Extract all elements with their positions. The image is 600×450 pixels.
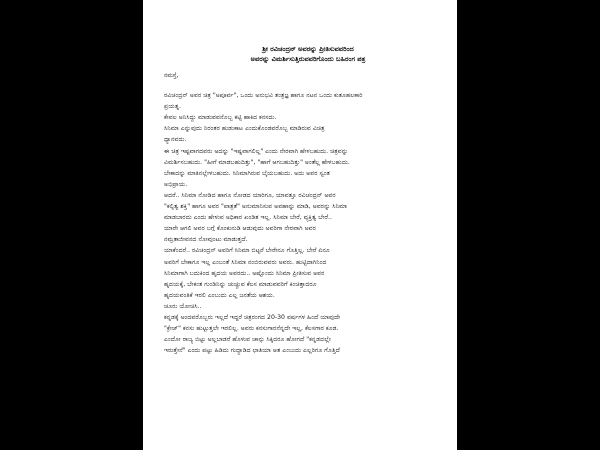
text-line: ಪ್ರಯತ್ನ. xyxy=(164,103,181,111)
heading-line-1: ಶ್ರೀ ರವಿಚಂದ್ರನ್ ಅವರನ್ನು ಪ್ರೀತಿಸುವವರಿಂದ xyxy=(262,45,354,53)
text-line: ಯಾಕೆಂದರೆ.. ರವಿಚಂದ್ರನ್ ಅವರಿಗೆ ಸಿನಿಮಾ ಬಿಟ್ಟರೆ ಬೇರೇನೂ ಗೊತ್ತಿಲ್ಲ. ಬೇರೆ ಏನೂ xyxy=(164,247,330,255)
salutation: ನಮಸ್ತೆ, xyxy=(164,73,179,79)
text-line: ಹೃದಯವಂತಿಕೆ ಇರಲಿ ಎಂಬುದು ಎಲ್ಲ ಜನತೆಯ ಆಶಯ. xyxy=(164,291,275,299)
text-line: ಮಾಡಬಾರದು ಎಂದು ಹೇಳುವ ಅಧಿಕಾರ ಖಂಡಿತ ಇಲ್ಲ. ಸಿನಿಮಾ ಬೇರೆ, ವ್ಯಕ್ತಿತ್ವ ಬೇರೆ.. xyxy=(164,214,333,222)
text-line: ಯಾರೇ ಆಗಲಿ ಅವರ ಬಗ್ಗೆ ಕೊಂಕುನುಡಿ ಆಡುವುದು ಅವರಿಗಾ ನೇರವಾಗಿ ಅವರ xyxy=(164,225,316,233)
text-line: ಸಿನಿಮಾ ಎನ್ನುವುದು ನಿರಂತರ ಹುಡುಕಾಟ ಎಂದುಕೊಂಡವರೊಬ್ಬ ಮಾಡಿರುವ ವಿಚಿತ್ರ xyxy=(164,125,325,133)
text-line: ಕೇವಲ ಅನಿಸಿದ್ದು ಮಾಡುವವನೊಬ್ಬ ಕಟ್ಟಿ ಹಾಕಿದ ಕನಸದು. xyxy=(164,114,277,122)
text-line: ಅಭಿಪ್ರಾಯ. xyxy=(164,180,188,188)
text-line: ಧ್ಯಾನವದು. xyxy=(164,136,187,144)
text-line: ಅವರಿಗೆ ಬೇಕಾಗೂ ಇಲ್ಲ ಎಂಬಂತೆ ಸಿನಿಮಾ ನಂಬಿರುವವರು ಅವರು. ಹುಟ್ಟಿದಾಗಿನಿಂದ xyxy=(164,258,327,266)
letter-heading xyxy=(172,44,444,64)
text-line: ನಮ್ರತಾಜೀವನದ ನೋವುಂಟು ಮಾಡುತ್ತದೆ. xyxy=(164,236,248,244)
heading-line-2: ಅವರನ್ನು ವಿಮರ್ಶಿಸುತ್ತಿರುವವರಿಗೊಂದು ಬಹಿರಂಗ ಪತ್ರ xyxy=(250,55,366,63)
text-line: ಬೇಕಾದನ್ನು ಮಾತಿನಲ್ಲೇಳಬಹುದು. ಸಿನಿಮಾಗಿರುವ ಬೈಯಬಹುದು. ಅದು ಅವರ ಸ್ವಂತ xyxy=(164,169,330,177)
letter-paragraphs xyxy=(164,90,444,356)
text-line: ಇರುತ್ತೇನೆ" ಎಂದು ಪಟ್ಟು ಹಿಡಿದು ಗುದ್ದಾಡಿದ ಛಾತಿಯಾ ಆತ ಎಂಬುದು ಎಲ್ಲರಿಗೂ ಗೊತ್ತಿದೆ xyxy=(164,347,340,355)
text-line: ಚೂರು ಯೋಚಿಸಿ.. xyxy=(164,302,202,310)
letter-body xyxy=(164,44,444,356)
text-line: ಸಿನಿಮಾಗಾಗಿ ಬದುಕಿಂದ ಹೃದಯ ಅವರದು.. ಅಷ್ಟೊಂದು ಸಿನಿಮಾ ಪ್ರೀತಿಸುವ ಅವರ xyxy=(164,269,325,277)
text-line: ವಿಮರ್ಶಿಸಬಹುದು. "ಹೀಗೆ ಮಾಡಬಹುದಿತ್ತು", "ಹಾಗೆ ಆಗಬಹುದಿತ್ತು" ಅಂತೆಲ್ಲ ಹೇಳಬಹುದು. xyxy=(164,158,350,166)
text-line: "ಕಲ್ಪಿತ್ವ ಶಕ್ತಿ" ಹಾಗೂ ಅವರ "ಪಾತ್ರತೆ" ಅನುಮಾನಿಸುವ ಅವಹಾನ್ನು ಮಾಡಿ, ಅವರನ್ನು ಸಿನಿಮಾ xyxy=(164,203,348,211)
text-line: "ಕ್ರೇಜ್" ಕನಸು ಹುಟ್ಟುತ್ತಲೇ ಇರಲಿಲ್ಲ. ಅವರು ಕನಸುಗಾರನೆನ್ನದೇ ಇಲ್ಲ, ಕೆಲಸಗಾರ ಕೂಡ. xyxy=(164,325,339,333)
text-line: ರವಿಚಂದ್ರನ್ ಅವರ ಚಿತ್ರ "ಅಪೂರ್ವ", ಒಂದು ಅನುಭವಿ ತಂತ್ರಜ್ಞ ಹಾಗೂ ನಟನ ಒಂದು ಕುತೂಹಲಕಾರಿ xyxy=(164,92,363,100)
text-line: ಈ ಚಿತ್ರ ಇಷ್ಟವಾಗದವರು ಅದನ್ನು "ಇಷ್ಟವಾಗಲಿಲ್ಲ" ಎಂದು ನೇರವಾಗಿ ಹೇಳಬಹುದು. ಚಿತ್ರವನ್ನು xyxy=(164,147,348,155)
text-line: ಹೃದಯಕ್ಕೆ, ಬೇಕಂತ ಗುಂಡಿನಿನ್ನು ಚುಚ್ಚುವ ಕೆಲಸ ಮಾಡುವವರಿಗೆ ಕಿಂಚಿತ್ತಾದರೂ xyxy=(164,280,317,288)
document-page xyxy=(143,0,457,450)
text-line: ಕನ್ನಡಕ್ಕೆ ಅಂದವರೊಬ್ಬರು ಇಲ್ಲದೆ ಇದ್ದರೆ ಚಿತ್ರರಂಗದ 20-30 ವರ್ಷಗಳ ಹಿಂದೆ ಯಾವುದೇ xyxy=(164,313,341,321)
text-line: ಆದರೆ.. ಸಿನಿಮಾ ನೋಡಿದ ಹಾಗೂ ನೋಡದ ಯಾರಿಗೂ, ಯಾವತ್ತೂ ರವಿಚಂದ್ರನ್ ಅವರ xyxy=(164,191,336,199)
text-line: ಎಂದೋ ರಾಜ್ಯ ಬಿಟ್ಟು ಅಲ್ಲಬಾಡರೆ ಹೊಳುವ ಚಾನ್ಸು ಸಿಕ್ಕಿದರೂ ಹೋಗದೆ "ಕನ್ನಡದಲ್ಲೇ xyxy=(164,336,331,344)
